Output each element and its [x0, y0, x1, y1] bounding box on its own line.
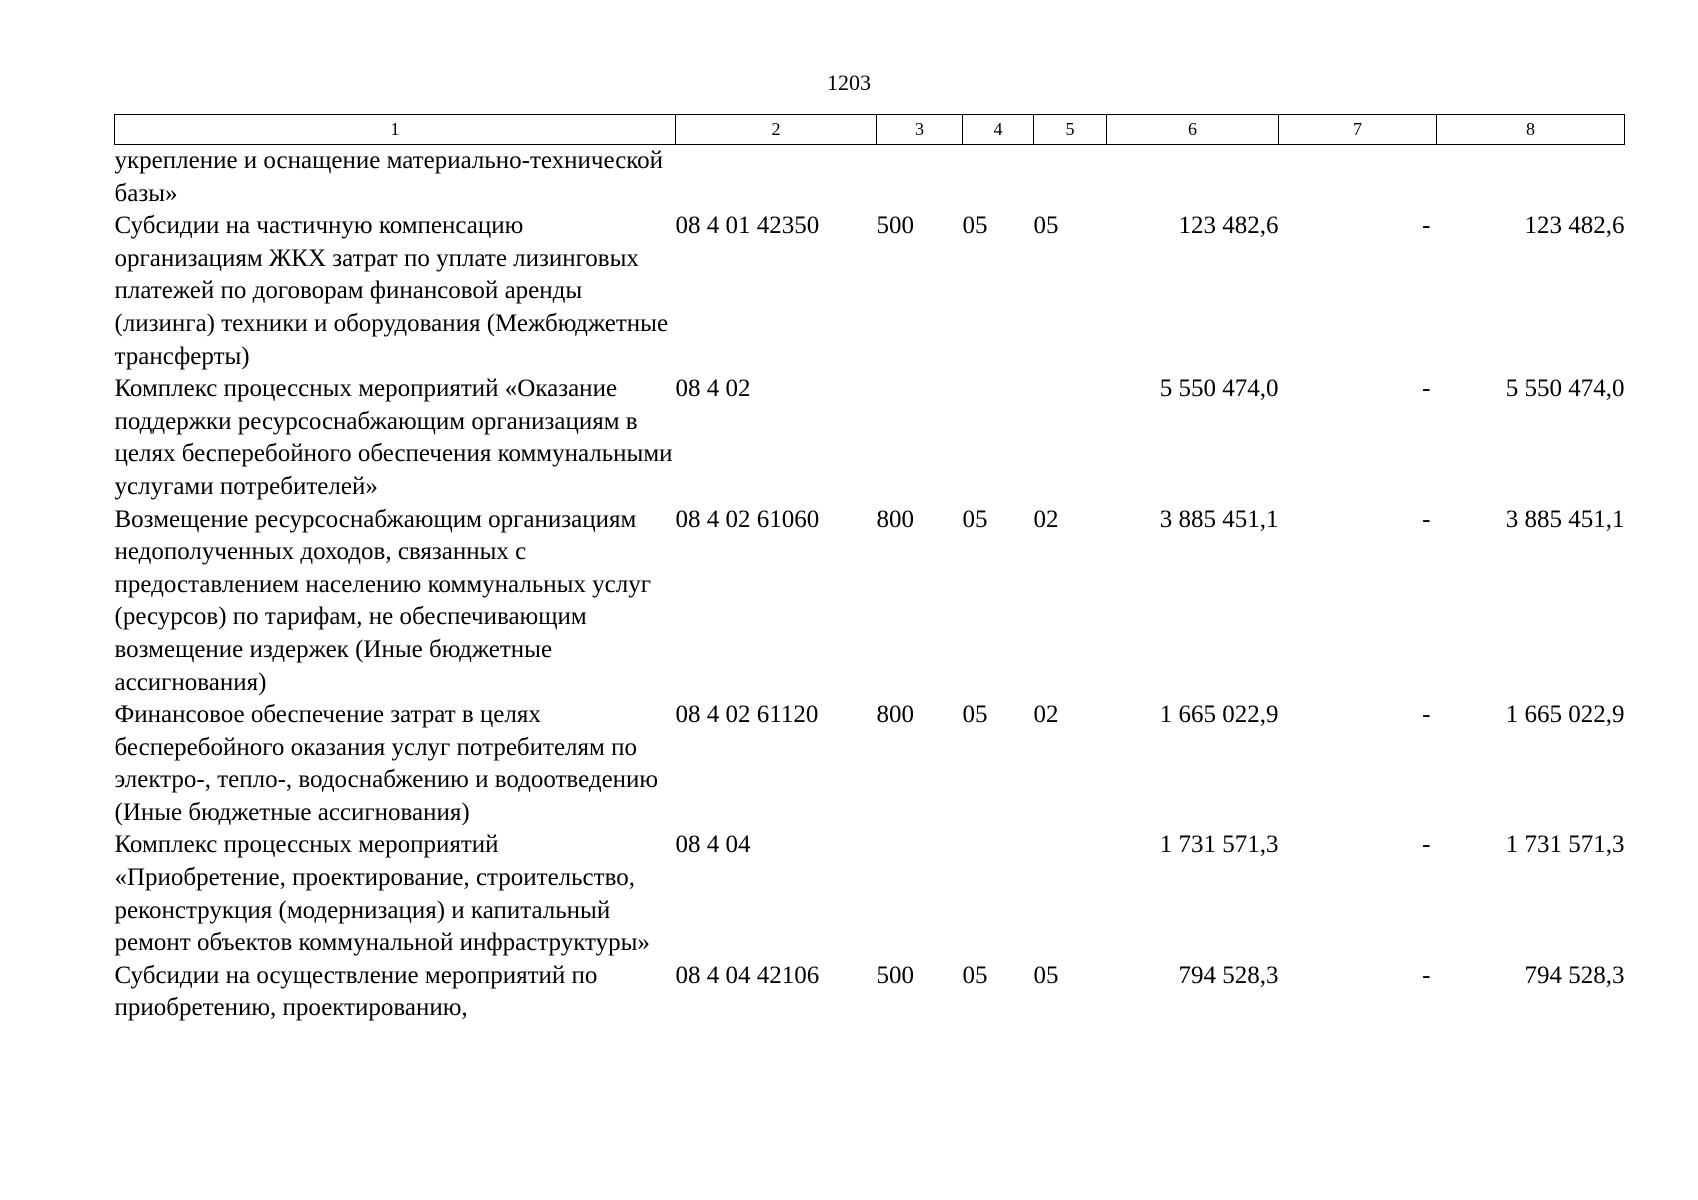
row-col-6: 1 731 571,3 — [1159, 831, 1279, 859]
row-col-5 — [1034, 145, 1107, 211]
row-col-4: 05 — [962, 961, 988, 989]
row-name: Субсидии на частичную компенсацию организациям ЖКХ затрат по уплате лизинговых платежей по договорам финансовой аренды (лизинга) техники и оборудования (Межбюджетные трансферты) — [114, 212, 669, 370]
row-col-5: 05 — [1033, 212, 1059, 240]
row-col-7: - — [1422, 505, 1431, 533]
header-col-3: 3 — [877, 115, 963, 145]
row-col-6: 5 550 474,0 — [1159, 375, 1279, 403]
row-col-4: 05 — [962, 701, 988, 729]
row-col-5: 05 — [1033, 961, 1059, 989]
row-name: Комплекс процессных мероприятий «Приобретение, проектирование, строительство, реконструкция (модернизация) и капитальный ремонт объектов коммунальной инфраструктуры» — [114, 831, 650, 957]
row-col-4: 05 — [962, 505, 988, 533]
row-name: Возмещение ресурсоснабжающим организациям недополученных доходов, связанных с предоставлением населению коммунальных услуг (ресурсов) по тарифам, не обеспечивающим возмещение издержек (Иные бюджетные ассигнования) — [114, 505, 651, 696]
row-name: Субсидии на осуществление мероприятий по приобретению, проектированию, — [114, 961, 598, 1022]
row-col-8: 3 885 451,1 — [1505, 505, 1625, 533]
row-name: Комплекс процессных мероприятий «Оказание поддержки ресурсоснабжающим организациям в целях бесперебойного обеспечения коммунальными услугами потребителей» — [114, 375, 673, 500]
header-col-2: 2 — [676, 115, 877, 145]
table-row — [115, 699, 1625, 829]
row-col-7 — [1279, 145, 1437, 211]
row-code: 08 4 02 — [675, 375, 751, 403]
table-row — [115, 373, 1625, 503]
row-name: укрепление и оснащение материально-технической базы» — [114, 147, 664, 207]
row-col-5 — [1034, 373, 1107, 503]
row-col-8: 1 665 022,9 — [1505, 701, 1625, 729]
row-col-3 — [877, 373, 963, 503]
row-col-8 — [1437, 145, 1625, 211]
budget-table — [114, 114, 1625, 1025]
row-col-7: - — [1422, 831, 1431, 859]
table-row — [115, 504, 1625, 700]
row-col-7: - — [1422, 212, 1431, 240]
header-col-5: 5 — [1034, 115, 1107, 145]
table-row — [115, 960, 1625, 1025]
row-name: Финансовое обеспечение затрат в целях бесперебойного оказания услуг потребителям по электро-, тепло-, водоснабжению и водоотведению (Иные бюджетные ассигнования) — [114, 701, 659, 826]
header-col-4: 4 — [963, 115, 1034, 145]
row-col-4: 05 — [962, 212, 988, 240]
row-col-3: 500 — [876, 961, 914, 989]
header-row — [115, 115, 1625, 145]
header-col-8: 8 — [1437, 115, 1625, 145]
row-col-5 — [1034, 829, 1107, 959]
row-col-8: 794 528,3 — [1524, 961, 1625, 989]
table-row — [115, 145, 1625, 211]
row-col-6: 794 528,3 — [1178, 961, 1279, 989]
row-col-6: 1 665 022,9 — [1159, 701, 1279, 729]
row-col-7: - — [1422, 375, 1431, 403]
row-col-5: 02 — [1033, 701, 1059, 729]
row-code: 08 4 01 42350 — [675, 212, 820, 240]
header-col-7: 7 — [1279, 115, 1437, 145]
row-col-3 — [877, 829, 963, 959]
row-col-4 — [963, 145, 1034, 211]
row-code: 08 4 04 42106 — [675, 961, 820, 989]
row-col-8: 1 731 571,3 — [1505, 831, 1625, 859]
row-code — [676, 145, 877, 211]
table-row — [115, 829, 1625, 959]
page-number: 1203 — [827, 70, 871, 95]
row-col-8: 123 482,6 — [1524, 212, 1625, 240]
header-col-6: 6 — [1107, 115, 1279, 145]
table-row — [115, 210, 1625, 373]
table-body — [115, 145, 1625, 1026]
row-code: 08 4 04 — [675, 831, 751, 859]
row-col-7: - — [1422, 701, 1431, 729]
row-col-6: 123 482,6 — [1178, 212, 1279, 240]
row-code: 08 4 02 61060 — [675, 505, 820, 533]
row-col-3 — [877, 145, 963, 211]
row-col-7: - — [1422, 961, 1431, 989]
row-col-3: 800 — [876, 701, 914, 729]
row-col-4 — [963, 829, 1034, 959]
row-col-4 — [963, 373, 1034, 503]
row-col-5: 02 — [1033, 505, 1059, 533]
row-col-3: 800 — [876, 505, 914, 533]
row-code: 08 4 02 61120 — [675, 701, 819, 729]
header-col-1: 1 — [115, 115, 676, 145]
row-col-8: 5 550 474,0 — [1505, 375, 1625, 403]
table-header — [115, 115, 1625, 145]
row-col-6 — [1107, 145, 1279, 211]
row-col-6: 3 885 451,1 — [1159, 505, 1279, 533]
row-col-3: 500 — [876, 212, 914, 240]
